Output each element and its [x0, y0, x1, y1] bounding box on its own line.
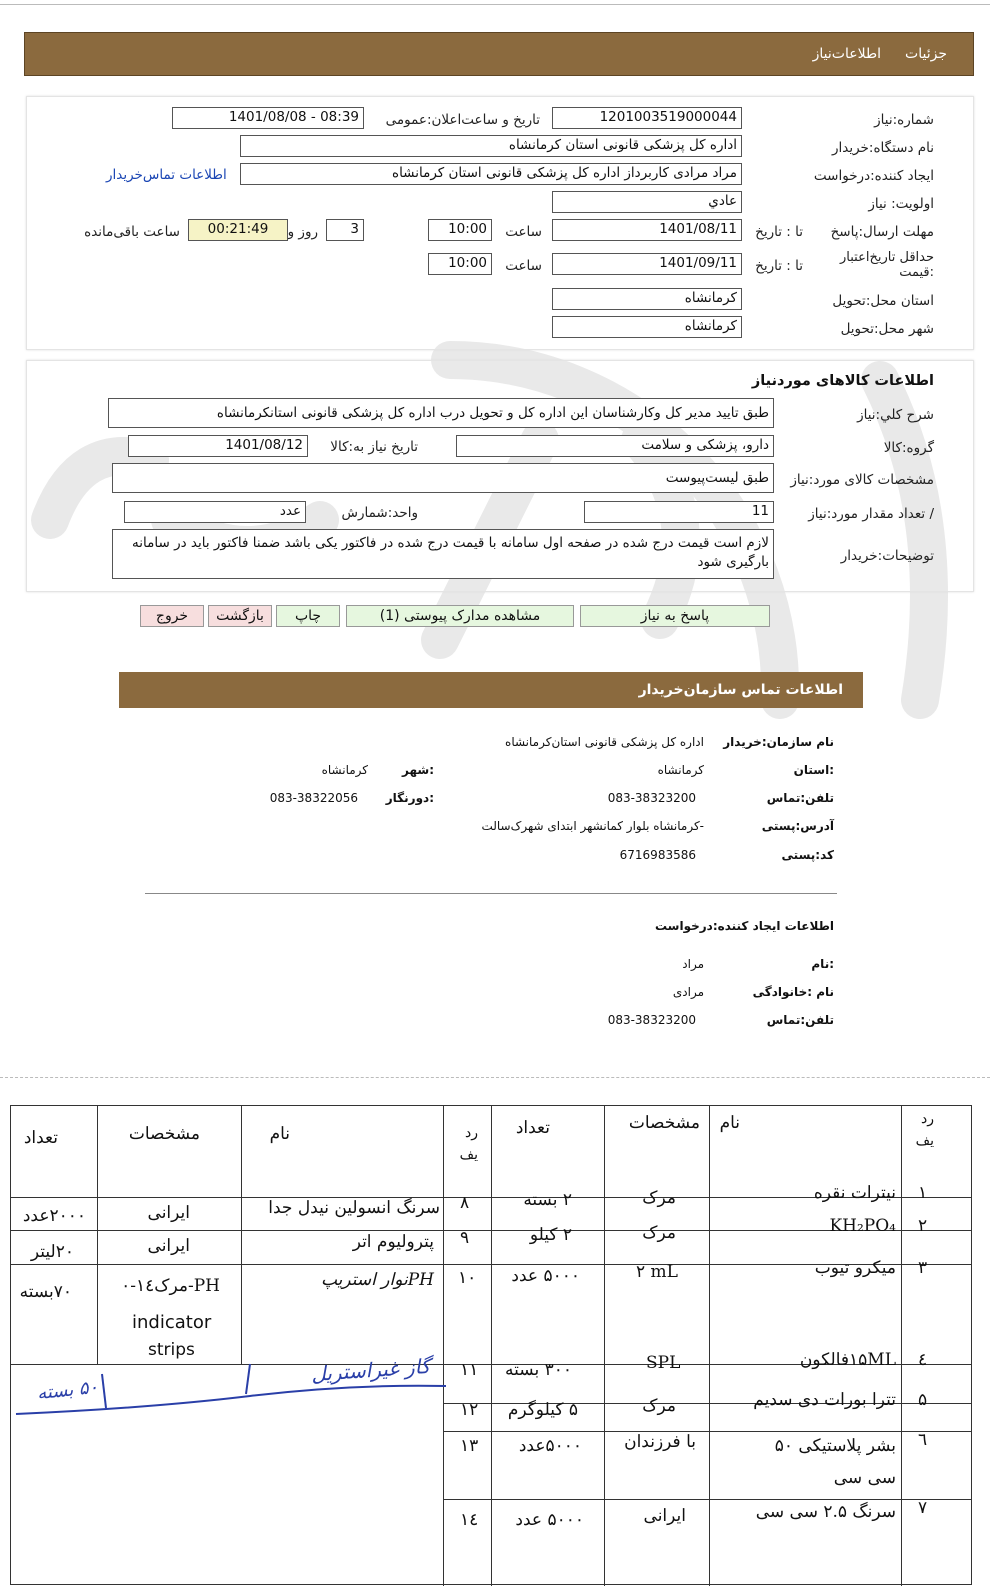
- r4-count: ۳۰۰ بسته: [505, 1360, 572, 1380]
- deadline-label: مهلت ارسال:پاسخ: [830, 224, 934, 240]
- top-header-bar: [24, 32, 974, 76]
- hdr-right-count: تعداد: [515, 1118, 550, 1138]
- contact-city-value: کرمانشاه: [321, 763, 368, 777]
- l11-n: ۱۱: [460, 1360, 479, 1380]
- r7-name: سرنگ ۲.۵ سی سی: [755, 1502, 896, 1522]
- remaining-time-field: 00:21:49: [188, 219, 288, 241]
- desc-label: شرح كلي:نیاز: [857, 407, 934, 423]
- contact-address-value: -کرمانشاه بلوار کمانشهر ابتدای شهرک‌سالت: [481, 819, 704, 833]
- hdr-left-spec: مشخصات: [128, 1124, 200, 1144]
- buyer-contact-link[interactable]: اطلاعات تماس‌خریدار: [106, 167, 227, 183]
- l8-name: سرنگ انسولین نیدل جدا: [268, 1198, 440, 1218]
- l9-count: ۲۰لیتر: [30, 1242, 74, 1262]
- l8-n: ۸: [460, 1193, 470, 1213]
- notes-label: توضیحات:خریدار: [840, 548, 934, 564]
- contact-postal-label: کد:پستی: [781, 848, 834, 862]
- l13-n: ۱۳: [460, 1436, 479, 1456]
- contact-header-bar: [119, 672, 863, 708]
- r2-count: ۲ کیلو: [529, 1225, 572, 1245]
- validity-time-label: ساعت: [505, 258, 542, 274]
- deadline-date-field: 1401/08/11: [552, 219, 742, 241]
- r3-count: ۵۰۰۰ عدد: [511, 1266, 580, 1286]
- r4-n: ٤: [918, 1350, 928, 1370]
- creator-field: مراد مرادی کاربرداز اداره کل پزشکی قانونی استان کرمانشاه: [240, 163, 742, 185]
- priority-field: عادي: [552, 191, 742, 213]
- requester-title: اطلاعات ایجاد کننده:درخواست: [654, 919, 834, 933]
- r3-name: میکرو تیوب: [814, 1258, 896, 1278]
- specs-field: طبق لیست‌پیوست: [112, 463, 774, 493]
- city-label: شهر محل:تحویل: [840, 321, 934, 337]
- creator-label: ایجاد کننده:درخواست: [813, 168, 934, 184]
- r7-spec: ایرانی: [643, 1506, 686, 1526]
- r1-name: نیترات نقره: [813, 1183, 896, 1203]
- contact-title: اطلاعات تماس سازمان‌خریدار: [638, 682, 843, 698]
- qty-label: / تعداد مقدار مورد:نیاز: [808, 506, 934, 522]
- need-date-label: تاریخ نیاز به:کالا: [330, 439, 418, 455]
- deadline-time-label: ساعت: [505, 224, 542, 240]
- province-label: استان محل:تحویل: [832, 293, 934, 309]
- priority-label: اولویت: نیاز: [868, 196, 934, 212]
- contact-divider: [145, 893, 837, 894]
- announce-label: تاریخ و ساعت‌اعلان:عمومی: [385, 112, 540, 128]
- group-field: دارو، پزشکی و سلامت: [456, 435, 774, 457]
- need-date-field: 1401/08/12: [128, 435, 308, 457]
- desc-field: طبق تایید مدیر کل وکارشناسان این اداره کل و تحویل درب اداره کل پزشکی قانونی استانکرمانشاه: [108, 398, 774, 428]
- view-attachments-button[interactable]: مشاهده مدارک پیوستی (1): [346, 605, 574, 627]
- contact-fax-label: :دورنگار: [385, 791, 434, 805]
- contact-phone-label: تلفن:تماس: [766, 791, 834, 805]
- specs-label: مشخصات کالای مورد:نیاز: [790, 472, 934, 488]
- r3-n: ۳: [918, 1258, 928, 1278]
- unit-label: واحد:شمارش: [341, 505, 418, 521]
- qty-field: 11: [584, 501, 774, 523]
- r7-count: ۵۰۰۰ عدد: [515, 1510, 584, 1530]
- announce-field: 1401/08/08 - 08:39: [172, 107, 364, 129]
- deadline-time-field: 10:00: [428, 219, 492, 241]
- tab-need-info[interactable]: اطلاعات‌نیاز: [812, 46, 881, 62]
- r2-n: ۲: [918, 1216, 928, 1236]
- r2-name: KH₂PO₄: [829, 1216, 896, 1236]
- need-number-field: 1201003519000044: [552, 107, 742, 129]
- l10-n: ۱۰: [458, 1268, 477, 1288]
- l10-spec3: strips: [148, 1340, 195, 1360]
- l10-name: PHنوار استریپ: [320, 1270, 434, 1290]
- validity-date-field: 1401/09/11: [552, 253, 742, 275]
- requester-family-value: مرادی: [672, 985, 704, 999]
- validity-label: حداقل تاریخ‌اعتبار :قیمت: [840, 250, 934, 280]
- validity-time-field: 10:00: [428, 253, 492, 275]
- r1-spec: مرک: [642, 1188, 676, 1208]
- print-button[interactable]: چاپ: [276, 605, 340, 627]
- l10-spec2: indicator: [132, 1312, 212, 1333]
- requester-name-value: مراد: [682, 957, 704, 971]
- hdr-left-row: رد یف: [459, 1125, 478, 1163]
- buyer-org-field: اداره کل پزشکی قانونی استان کرمانشاه: [240, 135, 742, 157]
- hdr-left-count: تعداد: [23, 1128, 58, 1148]
- contact-province-label: :استان: [793, 763, 834, 777]
- r5-spec: مرک: [642, 1396, 676, 1416]
- contact-city-label: :شهر: [402, 763, 434, 777]
- r5-count: ۵ کیلوگرم: [507, 1400, 578, 1420]
- contact-fax-value: 083-38322056: [269, 791, 358, 805]
- city-field: کرمانشاه: [552, 316, 742, 338]
- l14-n: ١٤: [460, 1510, 479, 1530]
- r6-name: بشر پلاستیکی ۵۰ سی سی: [774, 1436, 896, 1488]
- top-border: [0, 4, 990, 5]
- group-label: گروه:کالا: [883, 440, 934, 456]
- page-separator: [0, 1077, 990, 1079]
- l12-n: ۱۲: [460, 1400, 479, 1420]
- hdr-right-row: رد یف: [915, 1111, 934, 1149]
- handwritten-gauze: گاز غیراستریل: [310, 1353, 431, 1387]
- r6-spec: با فرزندان: [624, 1432, 696, 1452]
- requester-family-label: نام :خانوادگی: [752, 985, 834, 999]
- reply-button[interactable]: پاسخ به نیاز: [580, 605, 770, 627]
- hdr-right-name: نام: [719, 1113, 740, 1133]
- r6-n: ٦: [918, 1430, 928, 1450]
- validity-to-date-label: تا : تاریخ: [755, 258, 803, 274]
- hdr-left-name: نام: [269, 1124, 290, 1144]
- requester-name-label: :نام: [811, 957, 834, 971]
- r1-n: ١: [918, 1183, 928, 1203]
- notes-field: لازم است قیمت درج شده در صفحه اول سامانه با قیمت درج شده در فاکتور یکی باشد ضمنا فاکتور باید در سامانه بارگیری شود: [112, 529, 774, 579]
- l9-name: پترولیوم اتر: [352, 1232, 434, 1252]
- buyer-org-label: نام دستگاه:خریدار: [831, 140, 934, 156]
- contact-address-label: آدرس:پستی: [761, 819, 834, 833]
- remaining-label: ساعت باقی‌مانده: [84, 224, 180, 240]
- l10-count: ۷۰بسته: [19, 1282, 72, 1302]
- r2-spec: مرک: [642, 1223, 676, 1243]
- province-field: کرمانشاه: [552, 288, 742, 310]
- handwritten-qty: ۵۰ بسته: [35, 1376, 99, 1405]
- unit-field: عدد: [124, 501, 306, 523]
- r5-n: ۵: [918, 1390, 928, 1410]
- exit-button[interactable]: خروج: [140, 605, 204, 627]
- hdr-right-spec: مشخصات: [628, 1113, 700, 1133]
- r7-n: ۷: [918, 1498, 928, 1518]
- back-button[interactable]: بازگشت: [208, 605, 272, 627]
- contact-org-value: اداره کل پزشکی قانونی استان‌کرمانشاه: [505, 735, 704, 749]
- requester-phone-label: تلفن:تماس: [766, 1013, 834, 1027]
- r3-spec: ۲ mL: [636, 1262, 678, 1282]
- l8-spec: ایرانی: [147, 1203, 190, 1223]
- contact-phone-value: 083-38323200: [607, 791, 696, 805]
- days-label: روز و: [287, 224, 318, 240]
- days-field: 3: [326, 219, 364, 241]
- l9-n: ۹: [460, 1228, 470, 1248]
- contact-org-label: نام سازمان:خریدار: [723, 735, 834, 749]
- contact-province-value: کرمانشاه: [657, 763, 704, 777]
- requester-phone-value: 083-38323200: [607, 1013, 696, 1027]
- deadline-to-date-label: تا : تاریخ: [755, 224, 803, 240]
- l8-count: ۲۰۰۰عدد: [22, 1206, 86, 1226]
- l10-spec: PH-مرک۱٤-۰: [121, 1276, 220, 1296]
- r4-name: ۱۵MLفالکون: [799, 1350, 896, 1370]
- r1-count: ۲ بسته: [523, 1190, 572, 1210]
- need-number-label: شماره:نیاز: [874, 112, 934, 128]
- tab-details[interactable]: جزئیات: [905, 46, 947, 62]
- l9-spec: ایرانی: [147, 1236, 190, 1256]
- contact-postal-value: 6716983586: [619, 848, 696, 862]
- goods-section-title: اطلاعات کالاهای موردنیاز: [751, 373, 934, 389]
- r6-count: ۵۰۰۰عدد: [518, 1436, 582, 1456]
- r5-name: تترا بورات دی سدیم: [753, 1390, 896, 1410]
- r4-spec: SPL: [646, 1353, 681, 1373]
